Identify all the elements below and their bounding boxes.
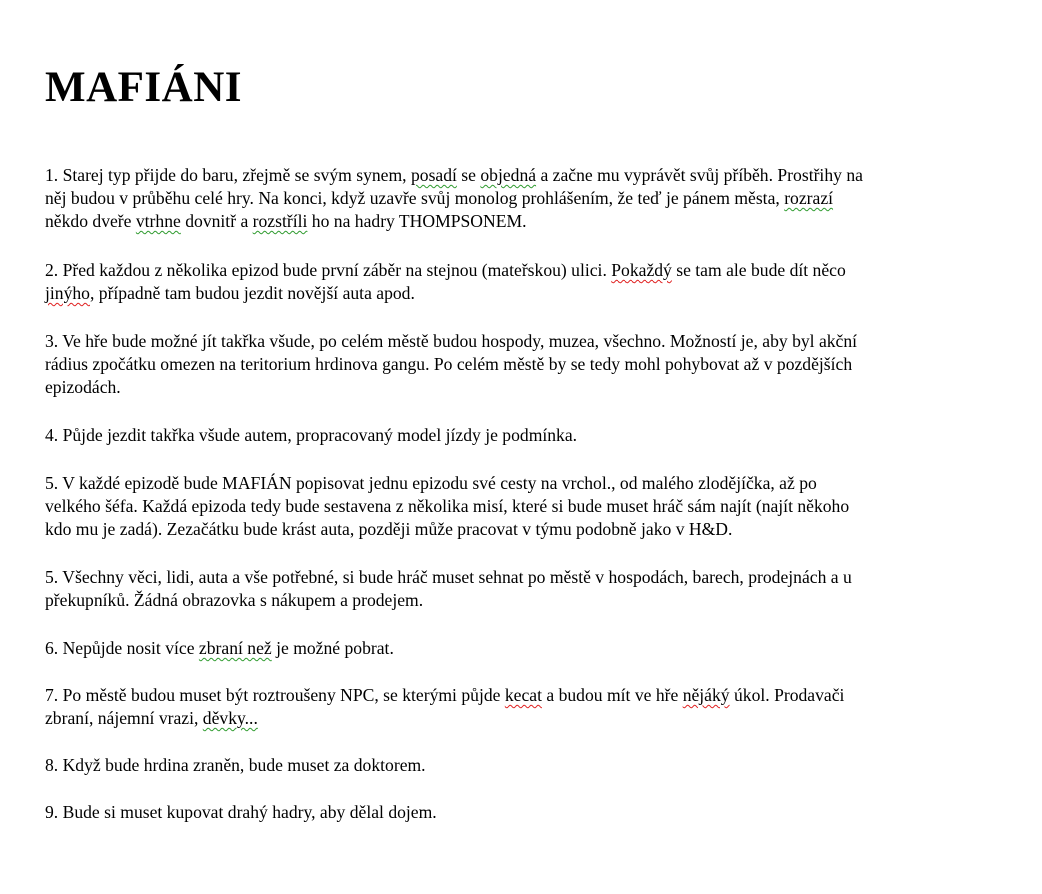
text-run: je možné pobrat. (271, 638, 394, 658)
paragraph-line (45, 210, 863, 233)
spelling-flagged-word: kecat (504, 685, 542, 705)
paragraph-3 (45, 330, 857, 399)
paragraph-line (45, 424, 577, 447)
spelling-flagged-word: nějáký (682, 685, 730, 705)
text-run: 6. Nepůjde nosit více (45, 638, 199, 658)
text-run: dovnitř a (180, 211, 253, 231)
text-run: velkého šéfa. Každá epizoda tedy bude sestavena z několika misí, které si bude muset hráč sám najít (najít někoho (45, 496, 850, 516)
text-run: kdo mu je zadá). Zezačátku bude krást auta, později může pracovat v týmu podobně jako v H&D. (45, 519, 733, 539)
text-run: a začne mu vyprávět svůj příběh. Prostřihy na (536, 165, 863, 185)
paragraph-9 (45, 754, 426, 777)
paragraph-1 (45, 164, 863, 233)
paragraph-4 (45, 424, 577, 447)
paragraph-5 (45, 472, 849, 541)
text-run: zbraní, nájemní vrazi, (45, 708, 203, 728)
text-run: epizodách. (45, 377, 121, 397)
paragraph-10 (45, 801, 437, 824)
paragraph-8 (45, 684, 844, 730)
paragraph-line (45, 282, 846, 305)
text-run: 2. Před každou z několika epizod bude první záběr na stejnou (mateřskou) ulici. (45, 260, 612, 280)
paragraph-line (45, 259, 846, 282)
text-run: 7. Po městě budou muset být roztroušeny NPC, se kterými půjde (45, 685, 505, 705)
paragraph-line (45, 754, 426, 777)
text-run: 5. Všechny věci, lidi, auta a vše potřebné, si bude hráč muset sehnat po městě v hospodách, barech, prodejnách a u (45, 567, 852, 587)
paragraph-line (45, 637, 394, 660)
paragraph-line (45, 589, 852, 612)
paragraph-line (45, 707, 844, 730)
paragraph-line (45, 801, 437, 824)
paragraph-line (45, 376, 857, 399)
text-run: 5. V každé epizodě bude MAFIÁN popisovat jednu epizodu své cesty na vrchol., od malého zlodějíčka, až po (45, 473, 817, 493)
text-run: někdo dveře (45, 211, 136, 231)
grammar-flagged-word: rozstříli (252, 211, 308, 231)
text-run: 3. Ve hře bude možné jít takřka všude, po celém městě budou hospody, muzea, všechno. Možností je, aby byl akční (45, 331, 858, 351)
paragraph-line (45, 472, 849, 495)
paragraph-line (45, 495, 849, 518)
text-run: 1. Starej typ přijde do baru, zřejmě se svým synem, (45, 165, 411, 185)
text-run: se (456, 165, 481, 185)
paragraph-line (45, 518, 849, 541)
paragraph-2 (45, 259, 846, 305)
text-run: 4. Půjde jezdit takřka všude autem, propracovaný model jízdy je podmínka. (45, 425, 578, 445)
text-run: ho na hadry THOMPSONEM. (307, 211, 527, 231)
grammar-flagged-word: posadí (410, 165, 457, 185)
paragraph-line (45, 566, 852, 589)
document-title: MAFIÁNI (45, 64, 242, 111)
spelling-flagged-word: Pokaždý (611, 260, 672, 280)
text-run: něj budou v průběhu celé hry. Na konci, když uzavře svůj monolog prohlášením, že teď je pánem města, (45, 188, 785, 208)
text-run: , případně tam budou jezdit novější auta apod. (89, 283, 415, 303)
text-run: úkol. Prodavači (729, 685, 845, 705)
paragraph-line (45, 187, 863, 210)
text-run: překupníků. Žádná obrazovka s nákupem a prodejem. (45, 590, 424, 610)
text-run: 9. Bude si muset kupovat drahý hadry, aby dělal dojem. (45, 802, 437, 822)
paragraph-line (45, 330, 857, 353)
paragraph-line (45, 684, 844, 707)
paragraph-6 (45, 566, 852, 612)
spelling-flagged-word: jinýho (45, 283, 90, 303)
grammar-flagged-word: objedná (480, 165, 537, 185)
grammar-flagged-word: vtrhne (135, 211, 181, 231)
paragraph-7 (45, 637, 394, 660)
grammar-flagged-word: děvky... (202, 708, 258, 728)
text-run: se tam ale bude dít něco (671, 260, 846, 280)
text-run: 8. Když bude hrdina zraněn, bude muset za doktorem. (45, 755, 426, 775)
paragraph-line (45, 164, 863, 187)
paragraph-line (45, 353, 857, 376)
text-run: a budou mít ve hře (541, 685, 683, 705)
text-run: rádius zpočátku omezen na teritorium hrdinova gangu. Po celém městě by se tedy mohl pohybovat až v pozdějších (45, 354, 853, 374)
grammar-flagged-word: zbraní než (198, 638, 272, 658)
grammar-flagged-word: rozrazí (784, 188, 834, 208)
